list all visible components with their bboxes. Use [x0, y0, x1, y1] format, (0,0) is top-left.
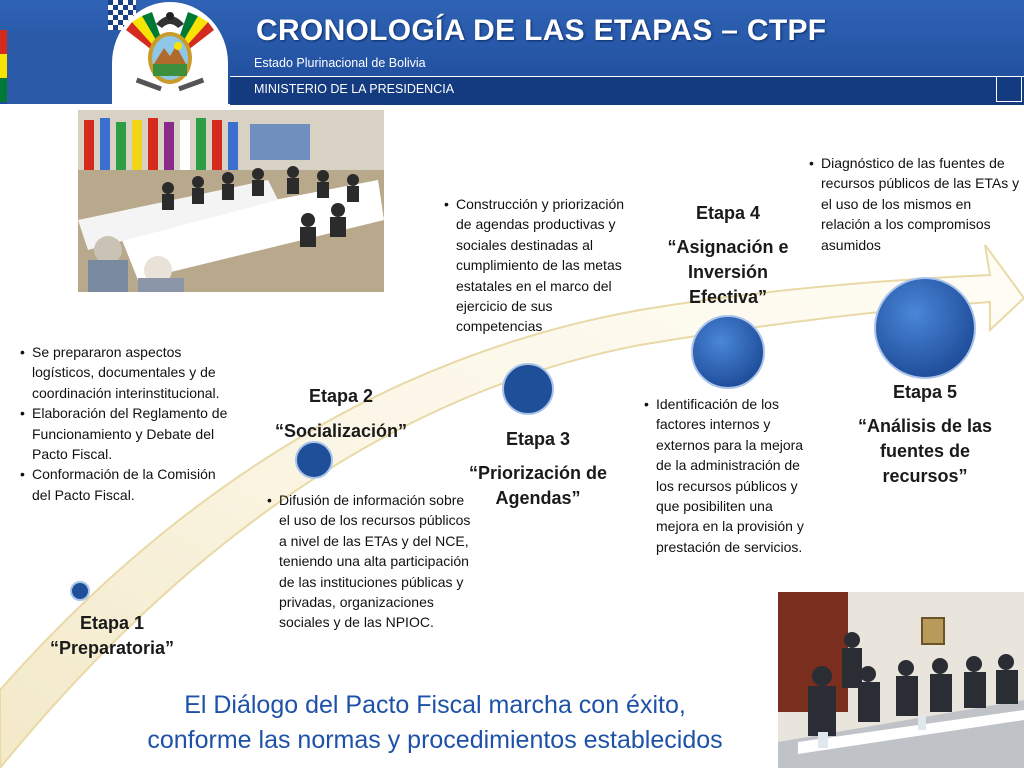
- stage-4-bullets: [643, 394, 819, 557]
- closing-message: [100, 688, 770, 758]
- stage-3-node: [503, 364, 553, 414]
- stage-1-bullets: [19, 342, 231, 505]
- stage-2-node: [296, 442, 332, 478]
- stage-4-node: [692, 316, 764, 388]
- stage-4-name-line2: Inversión: [687, 262, 769, 282]
- stage-2-description: [266, 490, 476, 633]
- stage-4-name-line1: “Asignación e: [667, 237, 789, 257]
- meeting-photo-top: [78, 110, 384, 292]
- page-title: CRONOLOGÍA DE LAS ETAPAS – CTPF: [256, 14, 827, 47]
- stage-2-bullet-1: • Difusión de información sobre el uso de los recursos públicos a nivel de las ETAs y del NCE, teniendo una alta participación de las instituciones públicas y privadas, organizaciones sociales y de las NPIOC.: [279, 490, 476, 633]
- panel-photo-bottom-image: [778, 592, 1024, 768]
- stage-5-description: [808, 153, 1020, 255]
- stage-3-label: Etapa 3: [505, 429, 571, 449]
- meeting-photo-top-image: [78, 110, 384, 292]
- stage-1-label: Etapa 1: [79, 613, 145, 633]
- stage-3-name-line2: Agendas”: [495, 488, 581, 508]
- stage-5-bullet-1: • Diagnóstico de las fuentes de recursos públicos de las ETAs y el uso de los mismos en relación a los compromisos asumidos: [821, 153, 1020, 255]
- stage-5-name-line3: recursos”: [882, 466, 968, 486]
- stage-4-bullet-1: • Identificación de los factores internos y externos para la mejora de la administración de los recursos públicos y que posibiliten una mejora en la provisión y prestación de servicios.: [656, 394, 819, 557]
- stage-3-bullets: [443, 194, 633, 337]
- stage-5-node: [875, 278, 975, 378]
- stage-3-name-line1: “Priorización de: [468, 463, 608, 483]
- stage-2-bullets: [266, 490, 476, 633]
- stage-5-label: Etapa 5: [892, 382, 958, 402]
- ministry-subtitle: MINISTERIO DE LA PRESIDENCIA: [254, 82, 455, 96]
- stage-5-name-line2: fuentes de: [879, 441, 971, 461]
- stage-2-heading: [236, 384, 446, 444]
- stage-1-node: [71, 582, 89, 600]
- stage-2-name: “Socialización”: [274, 421, 408, 441]
- stage-4-name-line3: Efectiva”: [688, 287, 768, 307]
- stage-1-description: [19, 342, 231, 505]
- state-subtitle: Estado Plurinacional de Bolivia: [254, 56, 426, 70]
- stage-1-bullet-2: • Elaboración del Reglamento de Funcionamiento y Debate del Pacto Fiscal.: [32, 403, 231, 464]
- stage-3-description: [443, 194, 633, 337]
- stage-1-name: “Preparatoria”: [49, 638, 175, 658]
- stage-5-bullets: [808, 153, 1020, 255]
- stage-1-heading: [22, 611, 202, 661]
- stage-3-heading: [438, 427, 638, 511]
- stage-1-bullet-1: • Se prepararon aspectos logísticos, documentales y de coordinación interinstitucional.: [32, 342, 231, 403]
- closing-message-line2: conforme las normas y procedimientos establecidos: [147, 726, 723, 754]
- stage-5-heading: [822, 380, 1024, 489]
- panel-photo-bottom: [778, 592, 1024, 768]
- stage-5-name-line1: “Análisis de las: [857, 416, 993, 436]
- stage-4-heading: [630, 201, 826, 310]
- closing-message-line1: El Diálogo del Pacto Fiscal marcha con éxito,: [184, 691, 686, 719]
- stage-3-bullet-1: • Construcción y priorización de agendas productivas y sociales destinadas al cumplimiento de las metas estatales en el marco del ejercicio de sus competencias: [456, 194, 633, 337]
- stage-4-description: [643, 394, 819, 557]
- stage-2-label: Etapa 2: [308, 386, 374, 406]
- stage-1-bullet-3: • Conformación de la Comisión del Pacto Fiscal.: [32, 464, 231, 505]
- stage-4-label: Etapa 4: [695, 203, 761, 223]
